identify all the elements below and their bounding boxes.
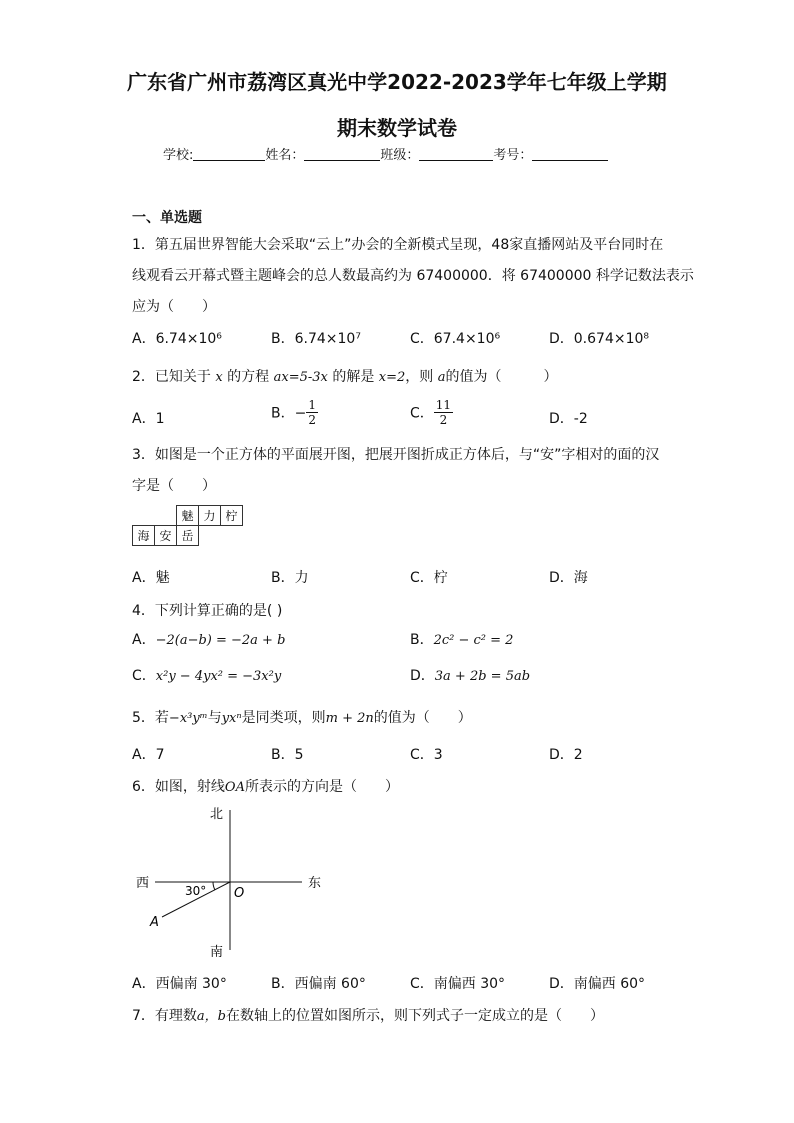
exam-title-line1: 广东省广州市荔湾区真光中学2022-2023学年七年级上学期	[127, 70, 667, 94]
class-label: 班级：	[380, 148, 420, 163]
q2-mid2: 的解是	[332, 369, 375, 385]
q6-prefix: 6．如图，射线	[132, 779, 225, 795]
east-label: 东	[308, 876, 322, 891]
q2-solution: x=2	[378, 370, 406, 385]
q2-mid3: ，则	[405, 369, 434, 385]
q7-prefix: 7．有理数	[132, 1008, 197, 1024]
q5-term2: yxⁿ	[221, 711, 242, 726]
cube-face-yue: 岳	[177, 526, 199, 546]
angle-label: 30°	[185, 884, 207, 898]
q4-option-c[interactable]	[132, 665, 281, 685]
q2-equation: ax=5-3x	[273, 370, 328, 385]
q5-option-c[interactable]: C．3	[410, 747, 443, 763]
q5-stem	[132, 707, 472, 727]
q3-line1: 3．如图是一个正方体的平面展开图，把展开图折成正方体后，与“安”字相对的面的汉	[132, 447, 660, 463]
q3-option-a[interactable]: A．魅	[132, 570, 170, 586]
q4-option-d-label: D．	[410, 668, 435, 684]
q2-c-numerator: 11	[435, 398, 452, 412]
q4-stem: 4．下列计算正确的是( )	[132, 603, 283, 619]
cube-empty-cell	[221, 526, 243, 546]
q5-term1: −x³yᵐ	[168, 711, 208, 726]
q2-option-c-fraction	[434, 398, 453, 427]
q2-b-numerator: 1	[308, 398, 316, 412]
q6-ray-label: OA	[224, 780, 245, 795]
cube-face-mei: 魅	[177, 506, 199, 526]
q4-option-b[interactable]	[410, 629, 513, 649]
q2-option-d[interactable]: D．-2	[549, 411, 588, 427]
number-label: 考号：	[493, 148, 533, 163]
q2-option-c[interactable]	[410, 398, 453, 427]
q6-stem	[132, 776, 399, 796]
school-blank[interactable]	[193, 146, 265, 161]
cube-empty-cell	[133, 506, 155, 526]
q7-suffix: 在数轴上的位置如图所示，则下列式子一定成立的是（ ）	[226, 1008, 604, 1024]
q5-mid1: 与	[207, 710, 222, 726]
q2-b-denominator: 2	[308, 413, 316, 427]
q2-mid1: 的方程	[227, 369, 270, 385]
q4-option-c-label: C．	[132, 668, 156, 684]
q2-suffix: 的值为（ ）	[445, 369, 558, 385]
name-label: 姓名：	[265, 148, 305, 163]
name-blank[interactable]	[304, 146, 380, 161]
q1-option-b[interactable]: B．6.74×10⁷	[271, 331, 361, 347]
exam-title-line2: 期末数学试卷	[337, 116, 457, 140]
q2-var-a: a	[437, 370, 446, 385]
q1-line2: 线观看云开幕式暨主题峰会的总人数最高约为 67400000．将 67400000 科学记数法表示	[132, 268, 694, 284]
q6-option-c[interactable]: C．南偏西 30°	[410, 976, 506, 992]
q2-option-b-label: B．−	[271, 405, 307, 422]
q6-suffix: 所表示的方向是（ ）	[244, 779, 399, 795]
q3-option-c[interactable]: C．柠	[410, 570, 448, 586]
q5-option-d[interactable]: D．2	[549, 747, 583, 763]
cube-empty-cell	[199, 526, 221, 546]
q5-option-a[interactable]: A．7	[132, 747, 165, 763]
q5-option-b[interactable]: B．5	[271, 747, 304, 763]
north-label: 北	[210, 807, 224, 822]
compass-direction-figure	[130, 800, 340, 965]
cube-face-an: 安	[155, 526, 177, 546]
class-blank[interactable]	[419, 146, 493, 161]
q6-option-d[interactable]: D．南偏西 60°	[549, 976, 646, 992]
q5-mid2: 是同类项，则	[241, 710, 326, 726]
q4-option-a-label: A．	[132, 632, 156, 648]
section-heading: 一、单选题	[132, 210, 202, 226]
cube-empty-cell	[155, 506, 177, 526]
q2-prefix: 2．已知关于	[132, 369, 211, 385]
q2-option-b[interactable]	[271, 398, 318, 427]
q1-option-a[interactable]: A．6.74×10⁶	[132, 331, 222, 347]
point-a-label: A	[150, 915, 159, 930]
cube-face-hai: 海	[133, 526, 155, 546]
west-label: 西	[136, 876, 150, 891]
angle-arc	[213, 882, 215, 890]
q5-expression: m + 2n	[325, 711, 374, 726]
q3-option-b[interactable]: B．力	[271, 570, 309, 586]
q4-option-d[interactable]	[410, 665, 530, 685]
q4-option-b-expr: 2c² − c² = 2	[433, 633, 514, 648]
q5-suffix: 的值为（ ）	[373, 710, 472, 726]
q7-stem	[132, 1005, 604, 1025]
q1-option-c[interactable]: C．67.4×10⁶	[410, 331, 501, 347]
student-info-row	[163, 144, 608, 163]
q2-option-b-fraction	[306, 398, 318, 427]
q4-option-b-label: B．	[410, 632, 434, 648]
q5-prefix: 5．若	[132, 710, 169, 726]
q6-option-b[interactable]: B．西偏南 60°	[271, 976, 366, 992]
q2-option-c-label: C．	[410, 405, 434, 422]
cube-face-li: 力	[199, 506, 221, 526]
q1-line1: 1．第五届世界智能大会采取“云上”办会的全新模式呈现，48家直播网站及平台同时在	[132, 237, 664, 253]
q2-c-denominator: 2	[439, 413, 448, 427]
q2-option-a[interactable]: A．1	[132, 411, 165, 427]
cube-face-ning: 柠	[221, 506, 243, 526]
q4-option-c-expr: x²y − 4yx² = −3x²y	[155, 669, 282, 684]
q1-line3: 应为（ ）	[132, 299, 216, 315]
q6-option-a[interactable]: A．西偏南 30°	[132, 976, 227, 992]
q2-stem	[132, 366, 558, 386]
q4-option-a-expr: −2(a−b) = −2a + b	[155, 633, 286, 648]
q3-option-d[interactable]: D．海	[549, 570, 588, 586]
q2-var-x: x	[215, 370, 223, 385]
number-blank[interactable]	[532, 146, 608, 161]
q4-option-d-expr: 3a + 2b = 5ab	[434, 669, 531, 684]
q7-vars: a，b	[196, 1009, 226, 1024]
cube-net-figure	[132, 505, 243, 546]
south-label: 南	[210, 945, 224, 960]
origin-label: O	[234, 886, 245, 901]
q3-line2: 字是（ ）	[132, 478, 216, 494]
school-label: 学校:	[163, 148, 194, 163]
q4-option-a[interactable]	[132, 629, 285, 649]
q1-option-d[interactable]: D．0.674×10⁸	[549, 331, 650, 347]
